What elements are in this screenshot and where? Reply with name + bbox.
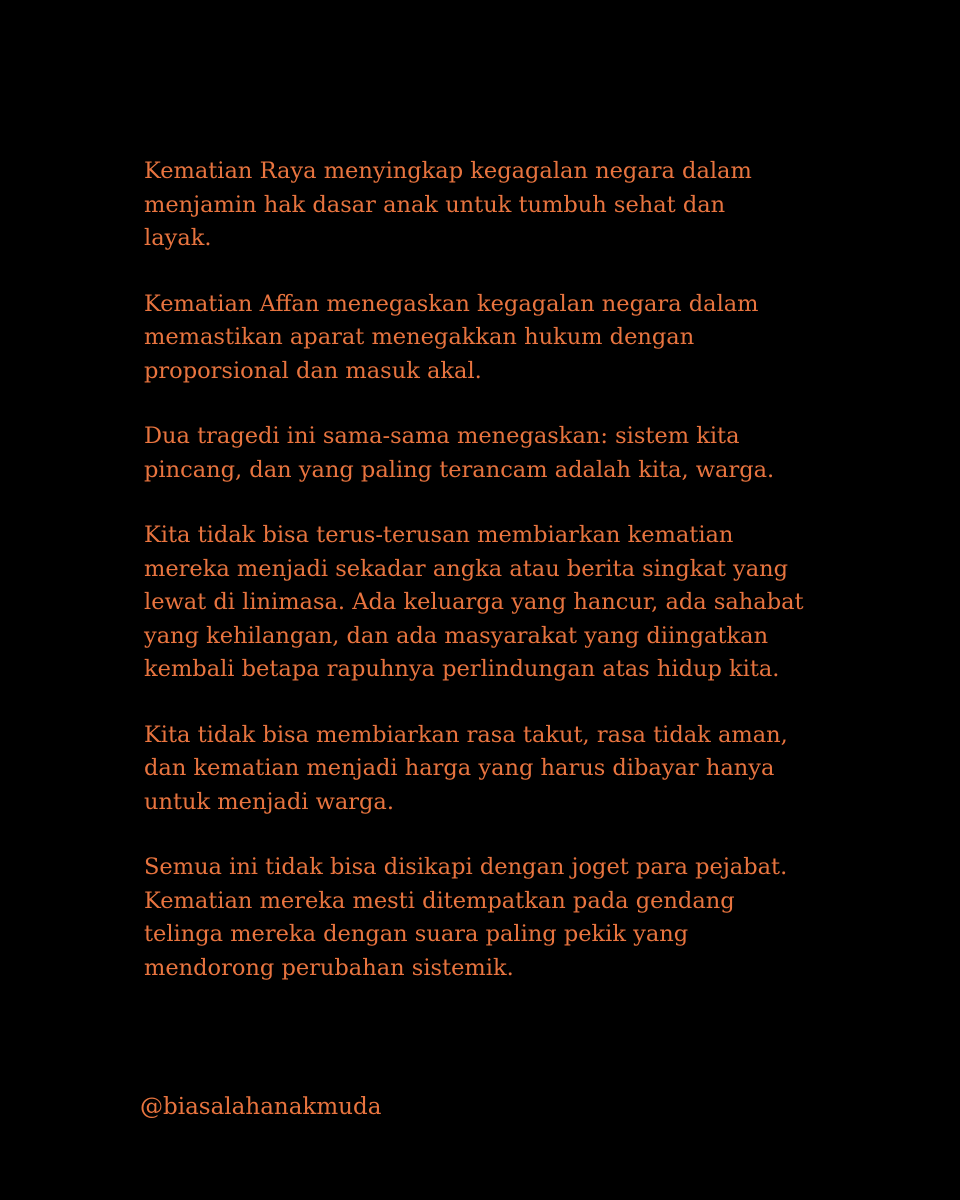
statement-body <box>144 155 864 1017</box>
paragraph-affan: Kematian Affan menegaskan kegagalan negara dalam memastikan aparat menegakkan hukum dengan proporsional dan masuk akal. <box>144 290 759 384</box>
paragraph-rasa-takut: Kita tidak bisa membiarkan rasa takut, rasa tidak aman, dan kematian menjadi harga yang harus dibayar hanya untuk menjadi warga. <box>144 721 788 815</box>
paragraph-raya: Kematian Raya menyingkap kegagalan negara dalam menjamin hak dasar anak untuk tumbuh sehat dan layak. <box>144 158 752 251</box>
paragraph-kematian: Kita tidak bisa terus-terusan membiarkan kematian mereka menjadi sekadar angka atau berita singkat yang lewat di linimasa. Ada keluarga yang hancur, ada sahabat yang kehilangan, dan ada masyarakat yang diingatkan kembali betapa rapuhnya perlindungan atas hidup kita. <box>144 522 804 682</box>
paragraph-joget: Semua ini tidak bisa disikapi dengan joget para pejabat. Kematian mereka mesti ditempatkan pada gendang telinga mereka dengan suara paling pekik yang mendorong perubahan sistemik. <box>144 854 788 981</box>
paragraph-tragedi: Dua tragedi ini sama-sama menegaskan: sistem kita pincang, dan yang paling terancam adalah kita, warga. <box>144 423 775 483</box>
account-handle: @biasalahanakmuda <box>140 1094 382 1120</box>
